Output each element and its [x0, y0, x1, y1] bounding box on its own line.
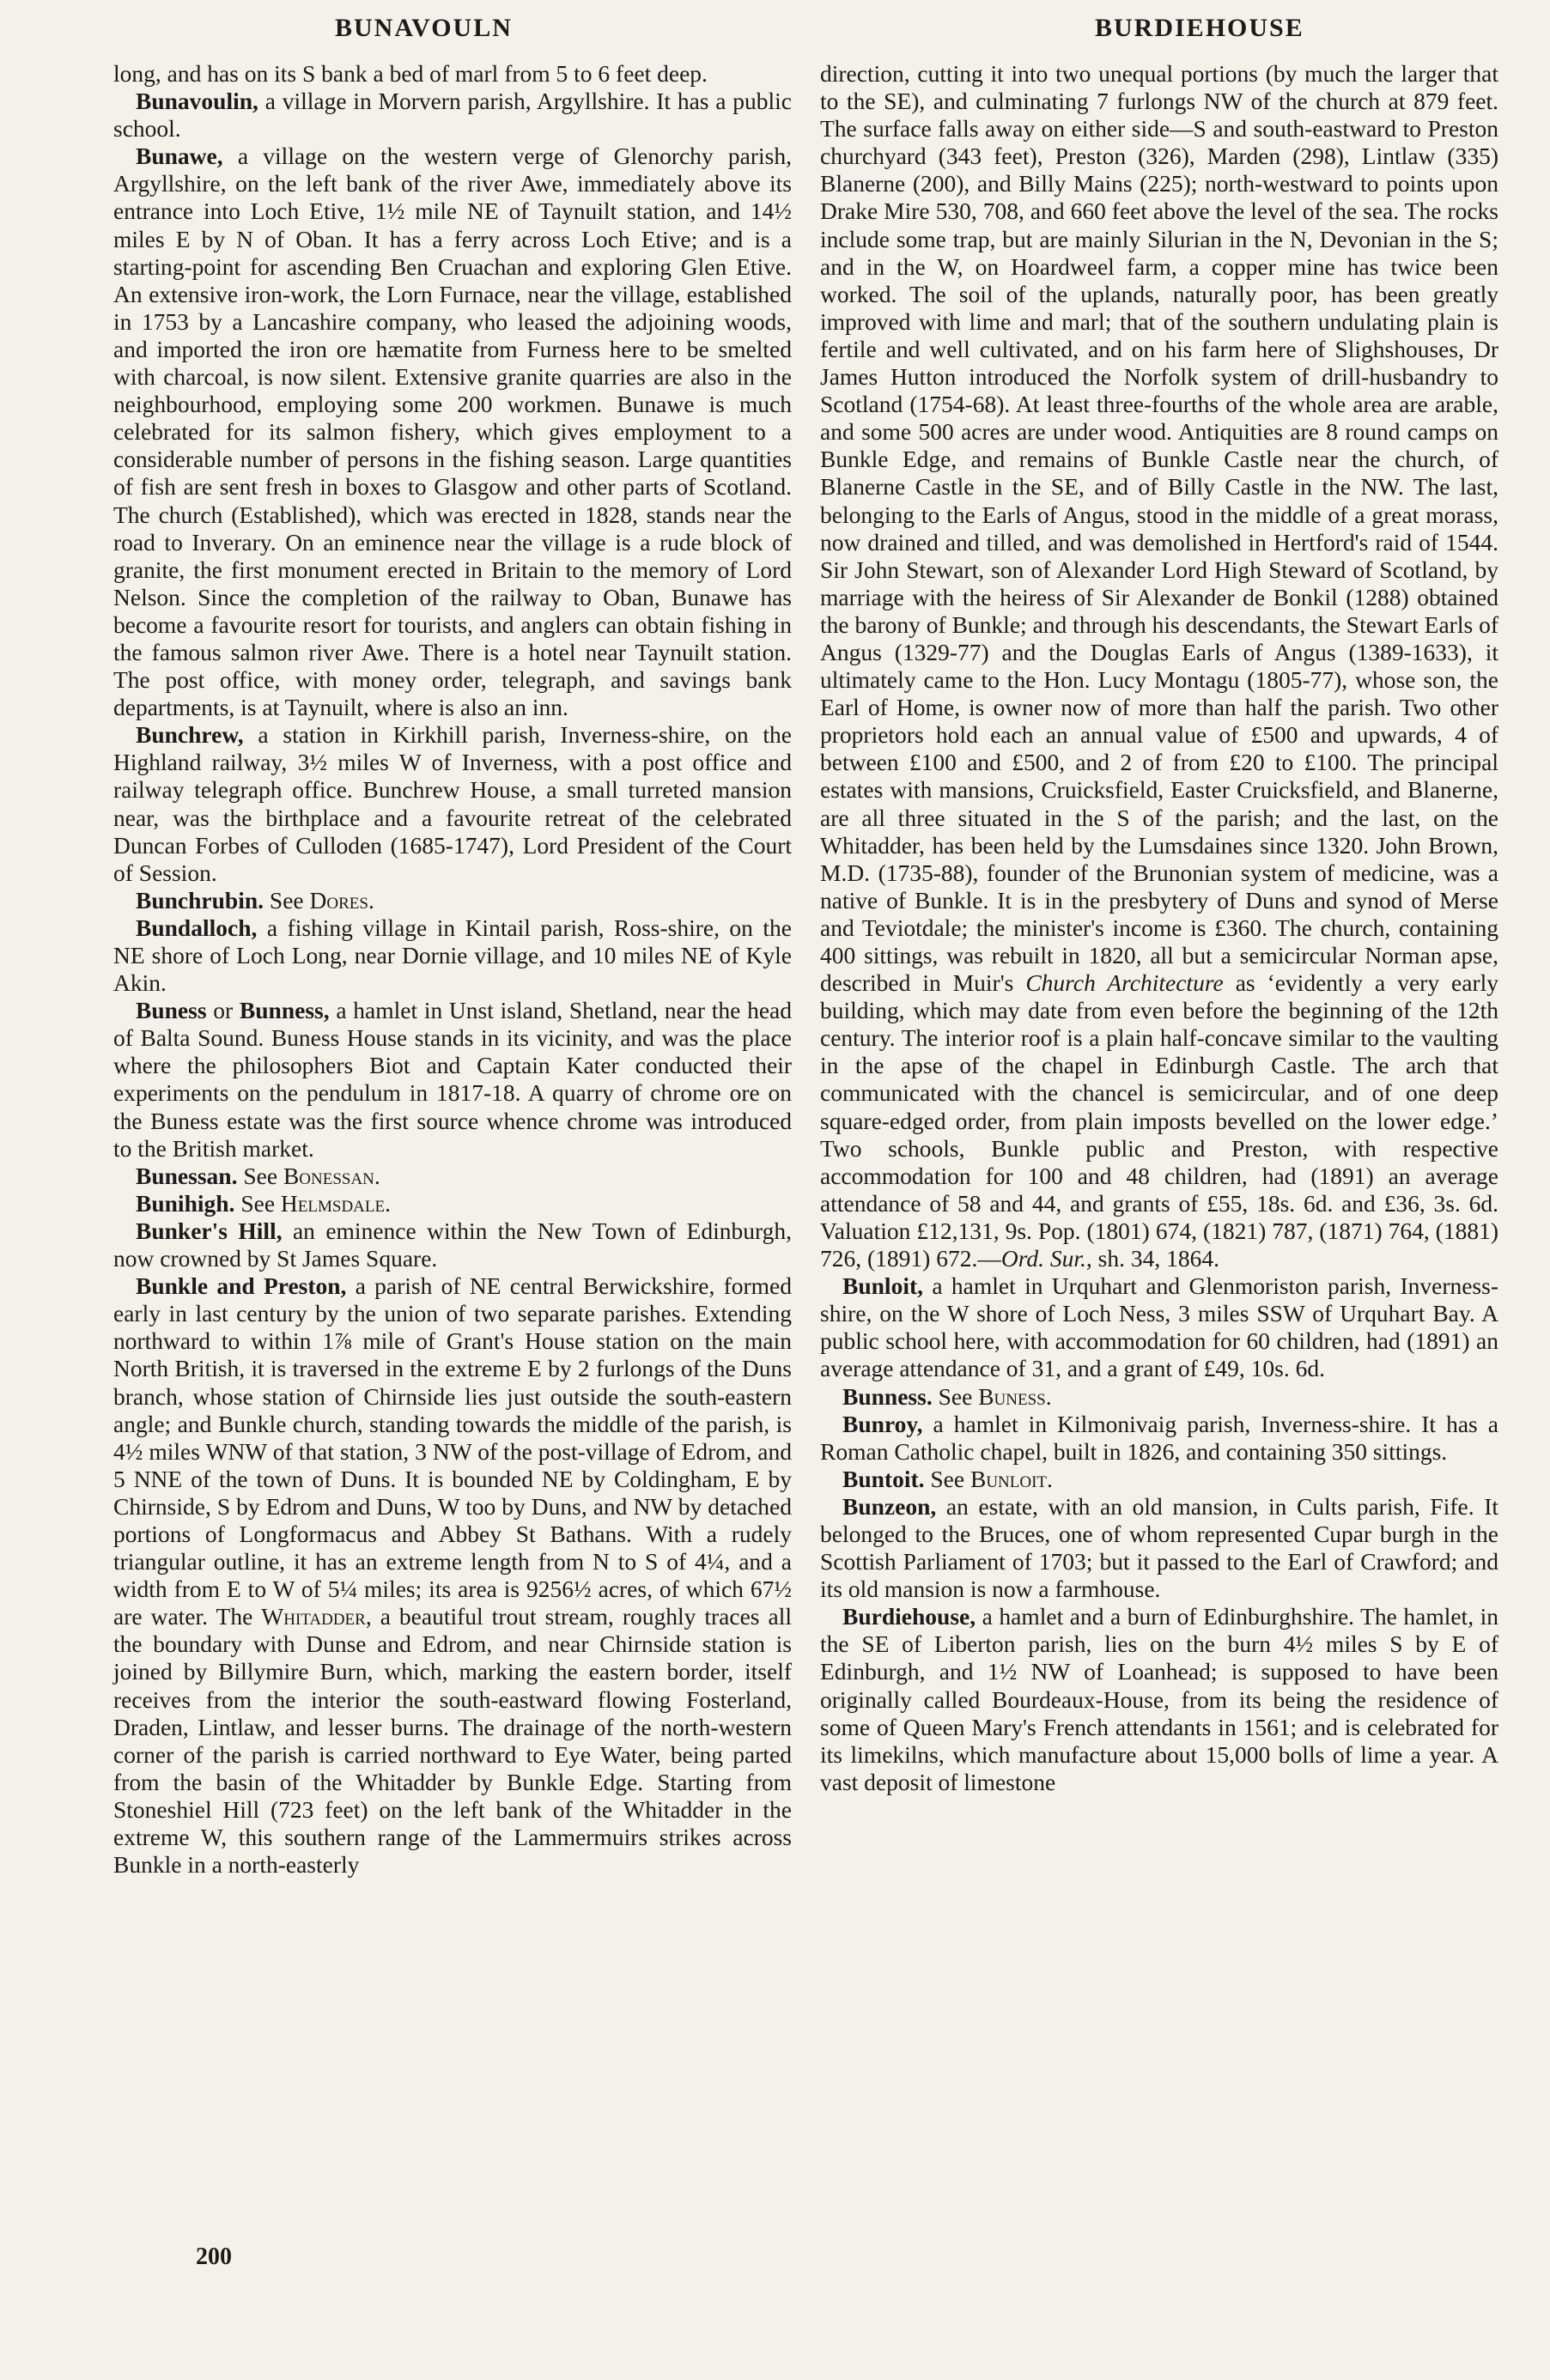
entry: Bunavoulin, a village in Morvern parish, Argyllshire. It has a public school.	[113, 88, 792, 143]
entry: Buntoit. See Bunloit.	[842, 1465, 1053, 1492]
running-header	[0, 14, 1550, 55]
entry: direction, cutting it into two unequal portions (by much the larger that to the SE), and culminating 7 furlongs NW of the church at 879 feet. The surface falls away on either side—S and south-eastward to Preston churchyard (343 feet), Preston (326), Marden (298), Lintlaw (335) Blanerne (200), and Billy Mains (225); north-westward to points upon Drake Mire 530, 708, and 660 feet above the level of the sea. The rocks include some trap, but are mainly Silurian in the N, Devonian in the S; and in the W, on Hoardweel farm, a copper mine has twice been worked. The soil of the uplands, naturally poor, has been greatly improved with lime and marl; that of the southern undulating plain is fertile and well cultivated, and on his farm here of Slighshouses, Dr James Hutton introduced the Norfolk system of drill-husbandry to Scotland (1754-68). At least three-fourths of the whole area are arable, and some 500 acres are under wood. Antiquities are 8 round camps on Bunkle Edge, and remains of Bunkle Castle near the church, of Blanerne Castle in the SE, and of Billy Castle in the NW. The last, belonging to the Earls of Angus, stood in the middle of a great morass, now drained and tilled, and was demolished in Hertford's raid of 1544. Sir John Stewart, son of Alexander Lord High Steward of Scotland, by marriage with the heiress of Sir Alexander de Bonkil (1288) obtained the barony of Bunkle; and through his descendants, the Stewart Earls of Angus (1329-77) and the Douglas Earls of Angus (1389-1633), it ultimately came to the Hon. Lucy Montagu (1805-77), whose son, the Earl of Home, is owner now of more than half the parish. Two other proprietors hold each an annual value of £500 and upwards, 4 of between £100 and £500, and 2 of from £20 to £100. The principal estates with mansions, Cruicksfield, Easter Cruicksfield, and Blanerne, are all three situated in the S of the parish; and the last, on the Whitadder, has been held by the Lumsdaines since 1320. John Brown, M.D. (1735-88), founder of the Brunonian system of medicine, was a native of Bunkle. It is in the presbytery of Duns and synod of Merse and Teviotdale; the minister's income is £360. The church, containing 400 sittings, was rebuilt in 1820, all but a semicircular Norman apse, described in Muir's Church Architecture as ‘evidently a very early building, which may date from even before the beginning of the 12th century. The interior roof is a plain half-concave similar to the vaulting in the apse of the chapel in Edinburgh Castle. The arch that communicated with the chancel is semicircular, and of one deep square-edged order, from plain imposts bevelled on the lower edge.’ Two schools, Bunkle public and Preston, with respective accommodation for 100 and 48 children, had (1891) an average attendance of 58 and 44, and grants of £55, 18s. 6d. and £36, 3s. 6d. Valuation £12,131, 9s. Pop. (1801) 674, (1821) 787, (1871) 764, (1881) 726, (1891) 672.—Ord. Sur., sh. 34, 1864.	[820, 60, 1499, 1272]
entry: long, and has on its S bank a bed of marl from 5 to 6 feet deep.	[113, 60, 708, 87]
entry: Bunessan. See Bonessan.	[136, 1162, 380, 1189]
left-column	[113, 60, 792, 1879]
entry: Bunchrubin. See Dores.	[136, 886, 374, 914]
entry: Bunroy, a hamlet in Kilmonivaig parish, Inverness-shire. It has a Roman Catholic chapel, built in 1826, and containing 350 sittings.	[820, 1410, 1498, 1465]
entry: Bunkle and Preston, a parish of NE central Berwickshire, formed early in last century by the union of two separate parishes. Extending northward to within 1⅞ mile of Grant's House station on the main North British, it is traversed in the extreme E by 2 furlongs of the Duns branch, whose station of Chirnside lies just outside the south-eastern angle; and Bunkle church, standing towards the middle of the parish, is 4½ miles WNW of that station, 3 NW of the post-village of Edrom, and 5 NNE of the town of Duns. It is bounded NE by Coldingham, E by Chirnside, S by Edrom and Duns, W too by Duns, and NW by detached portions of Longformacus and Abbey St Bathans. With a rudely triangular outline, it has an extreme length from N to S of 4¼, and a width from E to W of 5¼ miles; its area is 9256½ acres, of which 67½ are water. The Whitadder, a beautiful trout stream, roughly traces all the boundary with Dunse and Edrom, and near Chirnside station is joined by Billymire Burn, which, marking the eastern border, itself receives from the interior the south-eastward flowing Fosterland, Draden, Lintlaw, and lesser burns. The drainage of the north-western corner of the parish is carried northward to Eye Water, being parted from the basin of the Whitadder by Bunkle Edge. Starting from Stoneshiel Hill (723 feet) on the left bank of the Whitadder in the extreme W, this southern range of the Lammermuirs strikes across Bunkle in a north-easterly	[113, 1272, 792, 1879]
entry: Bunzeon, an estate, with an old mansion, in Cults parish, Fife. It belonged to the Bruces, one of whom represented Cupar burgh in the Scottish Parliament of 1703; but it passed to the Earl of Crawford; and its old mansion is now a farmhouse.	[820, 1492, 1498, 1603]
entry: Buness or Bunness, a hamlet in Unst island, Shetland, near the head of Balta Sound. Buness House stands in its vicinity, and was the place where the philosophers Biot and Captain Kater conducted their experiments on the pendulum in 1817-18. A quarry of chrome ore on the Buness estate was the first source whence chrome was introduced to the British market.	[113, 997, 792, 1162]
header-left: BUNAVOULN	[335, 14, 513, 42]
entry: Bunker's Hill, an eminence within the New Town of Edinburgh, now crowned by St James Square.	[113, 1217, 792, 1272]
right-column	[820, 60, 1498, 1796]
entry: Bunihigh. See Helmsdale.	[136, 1189, 391, 1217]
entry: Bunness. See Buness.	[842, 1382, 1052, 1410]
entry: Bunchrew, a station in Kirkhill parish, Inverness-shire, on the Highland railway, 3½ miles W of Inverness, with a post office and railway telegraph office. Bunchrew House, a small turreted mansion near, was the birthplace and a favourite retreat of the celebrated Duncan Forbes of Culloden (1685-1747), Lord President of the Court of Session.	[113, 721, 792, 886]
header-right: BURDIEHOUSE	[1095, 14, 1304, 42]
entry: Bunawe, a village on the western verge of Glenorchy parish, Argyllshire, on the left bank of the river Awe, immediately above its entrance into Loch Etive, 1½ mile NE of Taynuilt station, and 14½ miles E by N of Oban. It has a ferry across Loch Etive; and is a starting-point for ascending Ben Cruachan and exploring Glen Etive. An extensive iron-work, the Lorn Furnace, near the village, established in 1753 by a Lancashire company, who leased the adjoining woods, and imported the iron ore hæmatite from Furness here to be smelted with charcoal, is now silent. Extensive granite quarries are also in the neighbourhood, employing some 200 workmen. Bunawe is much celebrated for its salmon fishery, which gives employment to a considerable number of persons in the fishing season. Large quantities of fish are sent fresh in boxes to Glasgow and other parts of Scotland. The church (Established), which was erected in 1828, stands near the road to Inverary. On an eminence near the village is a rude block of granite, the first monument erected in Britain to the memory of Lord Nelson. Since the completion of the railway to Oban, Bunawe has become a favourite resort for tourists, and anglers can obtain fishing in the famous salmon river Awe. There is a hotel near Taynuilt station. The post office, with money order, telegraph, and savings bank departments, is at Taynuilt, where is also an inn.	[113, 143, 792, 721]
entry: Burdiehouse, a hamlet and a burn of Edinburghshire. The hamlet, in the SE of Liberton parish, lies on the burn 4½ miles S by E of Edinburgh, and 1½ NW of Loanhead; is supposed to have been originally called Bourdeaux-House, from its being the residence of some of Queen Mary's French attendants in 1561; and is celebrated for its limekilns, which manufacture about 15,000 bolls of lime a year. A vast deposit of limestone	[820, 1603, 1498, 1795]
entry: Bundalloch, a fishing village in Kintail parish, Ross-shire, on the NE shore of Loch Long, near Dornie village, and 10 miles NE of Kyle Akin.	[113, 914, 792, 997]
page-number: 200	[196, 2243, 232, 2270]
entry: Bunloit, a hamlet in Urquhart and Glenmoriston parish, Inverness-shire, on the W shore of Loch Ness, 3 miles SSW of Urquhart Bay. A public school here, with accommodation for 60 children, had (1891) an average attendance of 31, and a grant of £49, 10s. 6d.	[820, 1272, 1498, 1382]
